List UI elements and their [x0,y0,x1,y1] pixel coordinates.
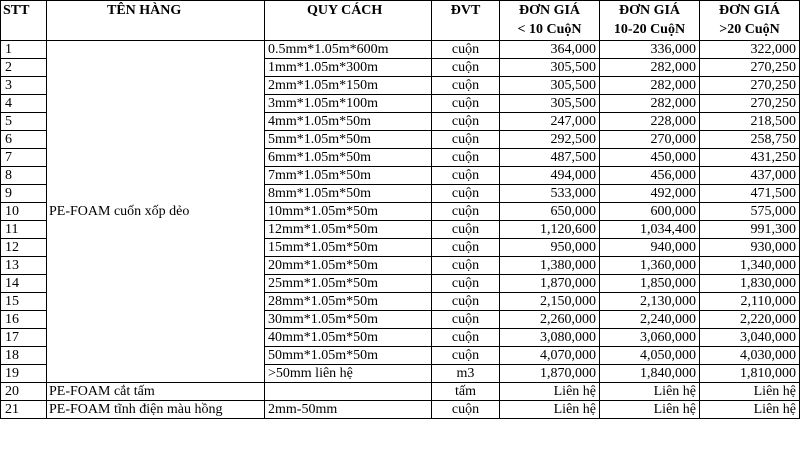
price-over-20-cell: 322,000 [700,41,800,59]
stt-cell: 6 [1,131,47,149]
price-over-20-cell: 930,000 [700,239,800,257]
price-10-20-cell: Liên hệ [600,383,700,401]
spec-cell: 12mm*1.05m*50m [265,221,432,239]
stt-cell: 10 [1,203,47,221]
stt-cell: 7 [1,149,47,167]
unit-cell: cuộn [432,275,500,293]
stt-cell: 4 [1,95,47,113]
price-under-10-cell: 950,000 [500,239,600,257]
stt-cell: 13 [1,257,47,275]
price-under-10-cell: 533,000 [500,185,600,203]
price-over-20-cell: 575,000 [700,203,800,221]
spec-cell: 28mm*1.05m*50m [265,293,432,311]
header-name: TÊN HÀNG [47,1,265,41]
price-under-10-cell: 305,500 [500,95,600,113]
price-10-20-cell: 1,850,000 [600,275,700,293]
unit-cell: cuộn [432,59,500,77]
stt-cell: 15 [1,293,47,311]
price-10-20-cell: 492,000 [600,185,700,203]
price-10-20-cell: 336,000 [600,41,700,59]
unit-cell: cuộn [432,347,500,365]
spec-cell: >50mm liên hệ [265,365,432,383]
header-price-title: ĐƠN GIÁ [518,3,581,18]
unit-cell: cuộn [432,203,500,221]
unit-cell: cuộn [432,293,500,311]
stt-cell: 1 [1,41,47,59]
price-10-20-cell: 600,000 [600,203,700,221]
price-over-20-cell: 471,500 [700,185,800,203]
price-under-10-cell: Liên hệ [500,383,600,401]
price-10-20-cell: 1,840,000 [600,365,700,383]
stt-cell: 18 [1,347,47,365]
price-under-10-cell: 487,500 [500,149,600,167]
price-under-10-cell: 3,080,000 [500,329,600,347]
unit-cell: cuộn [432,311,500,329]
price-under-10-cell: 1,870,000 [500,275,600,293]
spec-cell: 6mm*1.05m*50m [265,149,432,167]
unit-cell: cuộn [432,113,500,131]
spec-cell: 10mm*1.05m*50m [265,203,432,221]
price-10-20-cell: 2,130,000 [600,293,700,311]
price-under-10-cell: 247,000 [500,113,600,131]
stt-cell: 9 [1,185,47,203]
table-row [1,383,800,401]
price-under-10-cell: 4,070,000 [500,347,600,365]
spec-cell: 7mm*1.05m*50m [265,167,432,185]
price-over-20-cell: 270,250 [700,59,800,77]
spec-cell: 2mm-50mm [265,401,432,419]
unit-cell: cuộn [432,257,500,275]
spec-cell: 4mm*1.05m*50m [265,113,432,131]
product-name-cell: PE-FOAM cuốn xốp dẻo [47,41,265,383]
price-over-20-cell: 218,500 [700,113,800,131]
header-price-10-20 [600,1,700,41]
header-price-under-10 [500,1,600,41]
price-over-20-cell: Liên hệ [700,401,800,419]
price-under-10-cell: 305,500 [500,59,600,77]
stt-cell: 16 [1,311,47,329]
spec-cell: 5mm*1.05m*50m [265,131,432,149]
spec-cell: 25mm*1.05m*50m [265,275,432,293]
product-name-cell: PE-FOAM tĩnh điện màu hồng [47,401,265,419]
header-price-title: ĐƠN GIÁ [718,3,781,18]
price-10-20-cell: 456,000 [600,167,700,185]
price-10-20-cell: 282,000 [600,59,700,77]
price-over-20-cell: 258,750 [700,131,800,149]
spec-cell: 30mm*1.05m*50m [265,311,432,329]
price-10-20-cell: 450,000 [600,149,700,167]
price-over-20-cell: 431,250 [700,149,800,167]
stt-cell: 2 [1,59,47,77]
price-10-20-cell: 4,050,000 [600,347,700,365]
price-10-20-cell: 270,000 [600,131,700,149]
unit-cell: cuộn [432,131,500,149]
price-under-10-cell: 1,380,000 [500,257,600,275]
price-10-20-cell: 282,000 [600,95,700,113]
price-over-20-cell: 3,040,000 [700,329,800,347]
product-name-cell: PE-FOAM cắt tấm [47,383,265,401]
header-price-title: ĐƠN GIÁ [618,3,681,18]
spec-cell [265,383,432,401]
price-over-20-cell: 270,250 [700,95,800,113]
unit-cell: cuộn [432,77,500,95]
price-under-10-cell: 292,500 [500,131,600,149]
unit-cell: cuộn [432,221,500,239]
price-10-20-cell: 2,240,000 [600,311,700,329]
unit-cell: cuộn [432,329,500,347]
spec-cell: 50mm*1.05m*50m [265,347,432,365]
header-price-sub: < 10 CuộN [517,22,582,37]
price-10-20-cell: 940,000 [600,239,700,257]
stt-cell: 17 [1,329,47,347]
price-10-20-cell: Liên hệ [600,401,700,419]
table-row [1,401,800,419]
header-spec: QUY CÁCH [265,1,432,41]
stt-cell: 21 [1,401,47,419]
price-10-20-cell: 228,000 [600,113,700,131]
price-over-20-cell: 1,340,000 [700,257,800,275]
spec-cell: 8mm*1.05m*50m [265,185,432,203]
spec-cell: 2mm*1.05m*150m [265,77,432,95]
unit-cell: cuộn [432,41,500,59]
unit-cell: cuộn [432,185,500,203]
unit-cell: cuộn [432,95,500,113]
price-over-20-cell: 991,300 [700,221,800,239]
unit-cell: cuộn [432,167,500,185]
price-over-20-cell: 4,030,000 [700,347,800,365]
price-over-20-cell: 2,110,000 [700,293,800,311]
table-row [1,41,800,59]
stt-cell: 8 [1,167,47,185]
price-under-10-cell: Liên hệ [500,401,600,419]
table-body [1,41,800,419]
header-unit: ĐVT [432,1,500,41]
price-under-10-cell: 2,150,000 [500,293,600,311]
price-under-10-cell: 2,260,000 [500,311,600,329]
stt-cell: 20 [1,383,47,401]
price-10-20-cell: 1,360,000 [600,257,700,275]
price-under-10-cell: 364,000 [500,41,600,59]
spec-cell: 40mm*1.05m*50m [265,329,432,347]
header-row [1,1,800,41]
spec-cell: 0.5mm*1.05m*600m [265,41,432,59]
header-price-sub: >20 CuộN [719,22,780,37]
header-price-sub: 10-20 CuộN [613,22,686,37]
stt-cell: 19 [1,365,47,383]
spec-cell: 20mm*1.05m*50m [265,257,432,275]
price-over-20-cell: 1,830,000 [700,275,800,293]
spec-cell: 1mm*1.05m*300m [265,59,432,77]
spec-cell: 3mm*1.05m*100m [265,95,432,113]
stt-cell: 14 [1,275,47,293]
stt-cell: 3 [1,77,47,95]
price-over-20-cell: 2,220,000 [700,311,800,329]
price-over-20-cell: Liên hệ [700,383,800,401]
header-price-over-20 [700,1,800,41]
spec-cell: 15mm*1.05m*50m [265,239,432,257]
price-10-20-cell: 1,034,400 [600,221,700,239]
stt-cell: 5 [1,113,47,131]
price-over-20-cell: 270,250 [700,77,800,95]
price-10-20-cell: 3,060,000 [600,329,700,347]
unit-cell: cuộn [432,149,500,167]
unit-cell: cuộn [432,401,500,419]
unit-cell: m3 [432,365,500,383]
unit-cell: tấm [432,383,500,401]
price-under-10-cell: 1,870,000 [500,365,600,383]
stt-cell: 12 [1,239,47,257]
price-under-10-cell: 305,500 [500,77,600,95]
price-under-10-cell: 1,120,600 [500,221,600,239]
price-under-10-cell: 494,000 [500,167,600,185]
price-under-10-cell: 650,000 [500,203,600,221]
price-10-20-cell: 282,000 [600,77,700,95]
unit-cell: cuộn [432,239,500,257]
stt-cell: 11 [1,221,47,239]
header-stt: STT [1,1,47,41]
price-over-20-cell: 1,810,000 [700,365,800,383]
price-over-20-cell: 437,000 [700,167,800,185]
